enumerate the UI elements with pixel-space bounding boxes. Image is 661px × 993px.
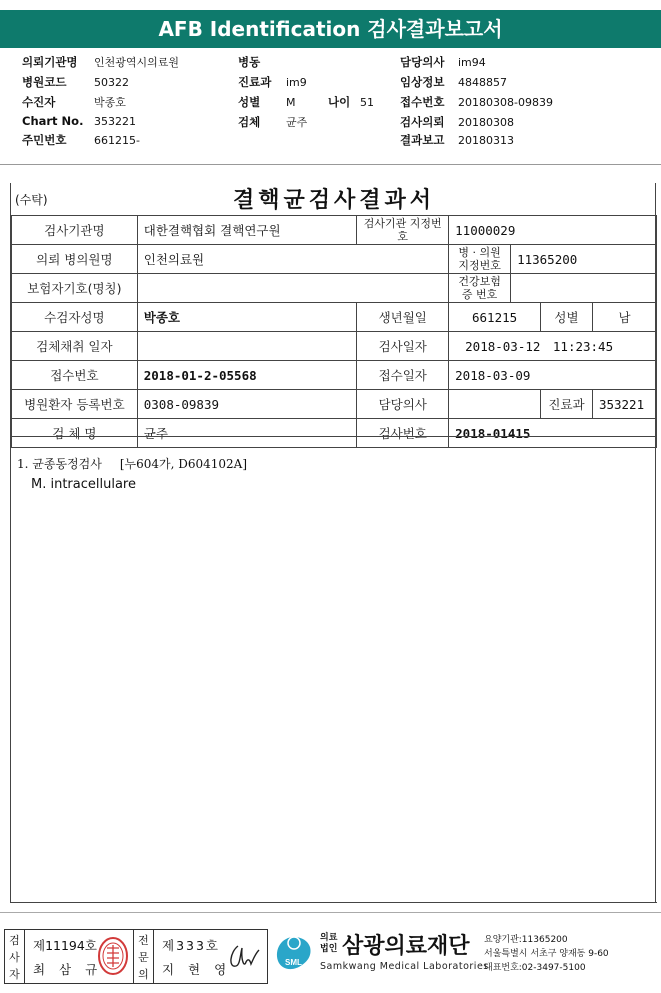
hospital-code-field: 병원코드 50322: [22, 75, 129, 89]
tester-cell: 제11194호 최 삼 규: [25, 930, 134, 983]
signature-box: [4, 929, 268, 984]
report-field: 결과보고 20180313: [400, 133, 514, 147]
svg-text:SML: SML: [285, 958, 302, 967]
seal-stamp-icon: [97, 936, 129, 976]
table-row: 병원환자 등록번호 0308-09839 담당의사 진료과 353221: [12, 390, 657, 419]
table-row: 의뢰 병의원명 인천의료원 병 · 의원 지정번호 11365200: [12, 245, 657, 274]
doctor-field: 담당의사 im94: [400, 55, 486, 69]
resident-field: 주민번호 661215-: [22, 133, 140, 147]
table-row: 검 체 명 균주 검사번호 2018-01415: [12, 419, 657, 448]
specialist-label: 전문의: [134, 930, 154, 983]
table-row: 수검자성명 박종호 생년월일 661215 성별 남: [12, 303, 657, 332]
table-row: 접수번호 2018-01-2-05568 접수일자 2018-03-09: [12, 361, 657, 390]
request-field: 검사의뢰 20180308: [400, 115, 514, 129]
organism-result: M. intracellulare: [31, 477, 136, 492]
foundation-address: 요양기관:11365200 서울특별시 서초구 양재동 9-60 대표번호:02-3497-5100: [484, 935, 609, 973]
tb-result-sheet: [10, 183, 656, 903]
patient-header: [0, 48, 661, 165]
table-row: 보험자기호(명칭) 건강보험 증 번호: [12, 274, 657, 303]
sml-logo-icon: [272, 931, 318, 977]
dept-field: 진료과 im9: [238, 75, 307, 89]
sheet-subtitle: (수탁): [15, 193, 48, 207]
ward-field: 병동: [238, 55, 261, 69]
institution-field: 의뢰기관명 인천광역시의료원: [22, 55, 180, 69]
tester-label: 검사자: [5, 930, 25, 983]
chart-field: Chart No. 353221: [22, 114, 136, 128]
footer: 검사자 제11194호 최 삼 규 전문의 제333호 지 현 영 SML 의료 법인 삼광의료재단 Samkwang Medical Laboratories 요양기관:11365200 서울특별시 서초구 양재동 9-60 대표번호:02-3497-5100: [0, 912, 661, 993]
signature-icon: [226, 938, 262, 976]
sheet-title: 결핵균검사결과서: [232, 187, 436, 213]
table-row: 검사기관명 대한결핵협회 결핵연구원 검사기관 지정번호 11000029: [12, 216, 657, 245]
result-area: [11, 436, 657, 903]
result-heading: 1. 균종동정검사 [누604가, D604102A]: [17, 457, 248, 471]
specialist-cell: 제333호 지 현 영: [154, 930, 267, 983]
sex-field: 성별 M: [238, 95, 296, 109]
receipt-field: 접수번호 20180308-09839: [400, 95, 553, 109]
specimen-field: 검체 균주: [238, 115, 308, 129]
table-row: 검체채취 일자 검사일자 2018-03-12 11:23:45: [12, 332, 657, 361]
age-field: 나이 51: [328, 95, 374, 109]
clinical-field: 임상정보 4848857: [400, 75, 507, 89]
patient-field: 수진자 박종호: [22, 95, 126, 109]
report-title: AFB Identification 검사결과보고서: [0, 10, 661, 48]
info-table: [11, 215, 657, 448]
